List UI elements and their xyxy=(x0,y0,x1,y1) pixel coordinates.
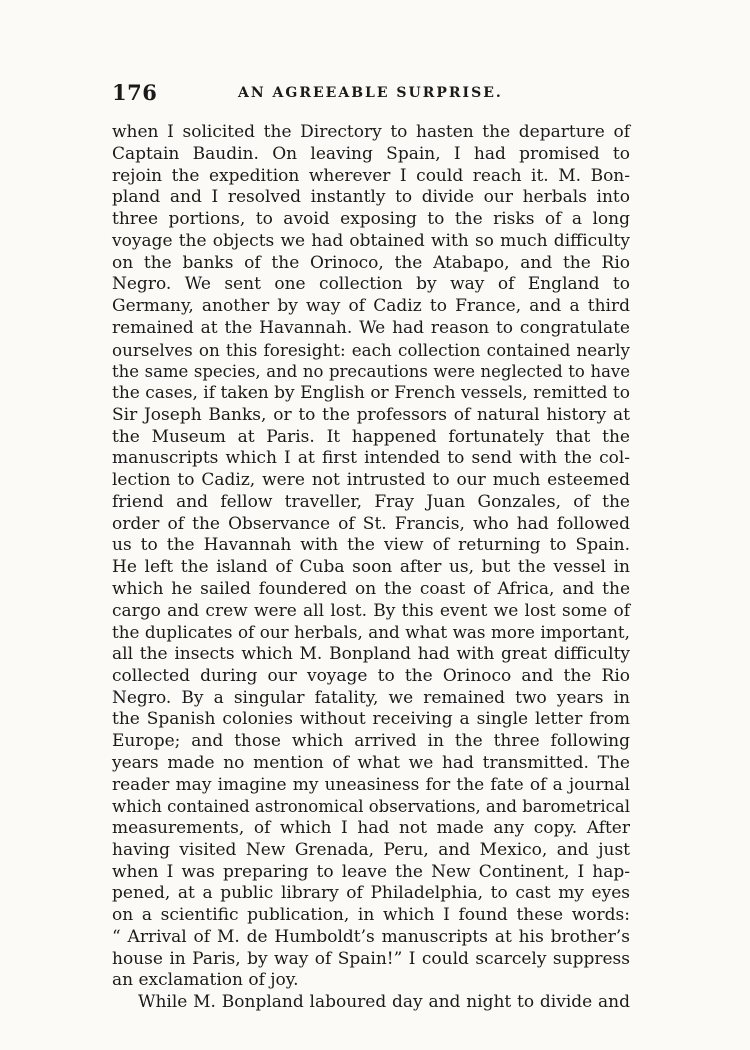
running-head xyxy=(112,80,632,106)
text-line: Negro. By a singular fatality, we remained two years in xyxy=(112,687,630,708)
text-line: Negro. We sent one collection by way of England to xyxy=(112,274,630,295)
text-line: reader may imagine my uneasiness for the fate of a journal xyxy=(112,774,630,795)
text-line: house in Paris, by way of Spain!” I could scarcely suppress xyxy=(112,948,630,969)
text-line: ourselves on this foresight: each collection contained nearly xyxy=(112,339,630,360)
text-line: all the insects which M. Bonpland had with great difficulty xyxy=(112,644,630,664)
text-line: the same species, and no precautions were neglected to have xyxy=(112,362,630,382)
text-line: remained at the Havannah. We had reason to congratulate xyxy=(112,317,630,338)
text-line: rejoin the expedition wherever I could reach it. M. Bon- xyxy=(112,165,630,186)
text-line: voyage the objects we had obtained with so much difficulty xyxy=(112,230,630,251)
text-line: three portions, to avoid exposing to the risks of a long xyxy=(112,209,630,229)
text-line: pland and I resolved instantly to divide our herbals into xyxy=(112,187,630,208)
paragraph-start-line: While M. Bonpland laboured day and night to divide and xyxy=(138,992,630,1012)
text-line: which he sailed foundered on the coast of Africa, and the xyxy=(112,578,630,599)
text-line: measurements, of which I had not made any copy. After xyxy=(112,818,630,838)
body-text xyxy=(112,122,630,1014)
text-line: “ Arrival of M. de Humboldt’s manuscripts at his brother’s xyxy=(112,926,630,947)
text-line: on the banks of the Orinoco, the Atabapo, and the Rio xyxy=(112,252,630,273)
text-line: lection to Cadiz, were not intrusted to our much esteemed xyxy=(112,470,630,490)
text-line: us to the Havannah with the view of returning to Spain. xyxy=(112,535,630,556)
text-line: He left the island of Cuba soon after us, but the vessel in xyxy=(112,557,630,577)
text-line: Germany, another by way of Cadiz to France, and a third xyxy=(112,296,630,316)
text-line: friend and fellow traveller, Fray Juan Gonzales, of the xyxy=(112,491,630,512)
text-line: when I solicited the Directory to hasten the departure of xyxy=(112,122,630,142)
text-line: when I was preparing to leave the New Continent, I hap- xyxy=(112,861,630,882)
text-line: cargo and crew were all lost. By this event we lost some of xyxy=(112,600,630,621)
text-line: order of the Observance of St. Francis, who had followed xyxy=(112,513,630,534)
text-line: on a scientific publication, in which I found these words: xyxy=(112,905,630,925)
text-line: the duplicates of our herbals, and what was more important, xyxy=(112,622,630,643)
text-line: pened, at a public library of Philadelphia, to cast my eyes xyxy=(112,883,630,904)
text-line: Captain Baudin. On leaving Spain, I had promised to xyxy=(112,143,630,164)
page-number: 176 xyxy=(112,80,158,105)
text-line: the Museum at Paris. It happened fortunately that the xyxy=(112,426,630,447)
text-line: Europe; and those which arrived in the three following xyxy=(112,731,630,751)
text-line: which contained astronomical observations, and barometrical xyxy=(112,797,630,817)
text-line: the cases, if taken by English or French vessels, remitted to xyxy=(112,383,630,403)
text-line: the Spanish colonies without receiving a single letter from xyxy=(112,709,630,730)
text-line: Sir Joseph Banks, or to the professors of natural history at xyxy=(112,404,630,425)
running-title: AN AGREEABLE SURPRISE. xyxy=(238,85,503,101)
text-line: collected during our voyage to the Orinoco and the Rio xyxy=(112,665,630,686)
text-line: having visited New Grenada, Peru, and Mexico, and just xyxy=(112,839,630,860)
paragraph-end-line: an exclamation of joy. xyxy=(112,970,299,991)
text-line: manuscripts which I at first intended to send with the col- xyxy=(112,448,630,469)
text-line: years made no mention of what we had transmitted. The xyxy=(112,752,630,773)
